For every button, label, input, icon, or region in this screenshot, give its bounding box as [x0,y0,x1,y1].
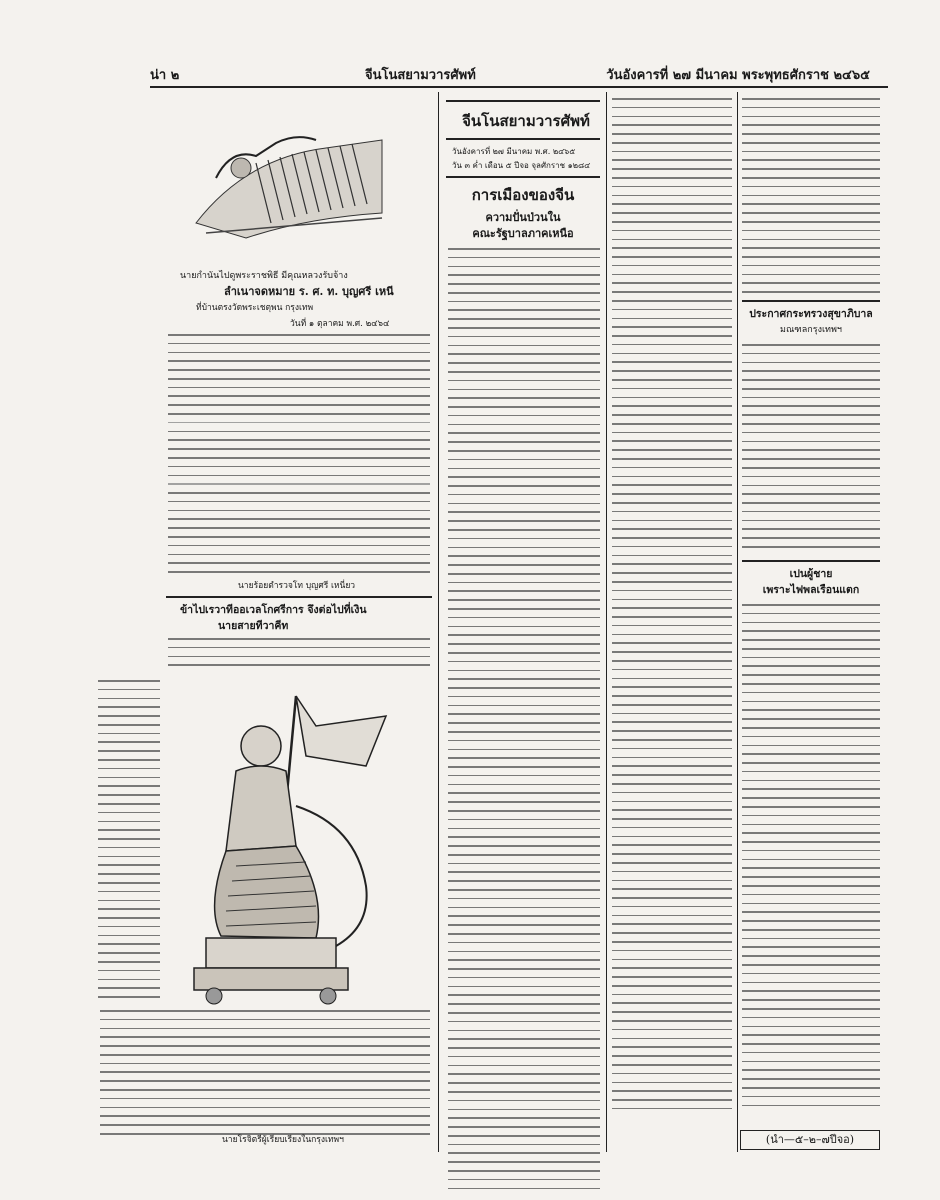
masthead-rule [446,138,600,140]
page-number: น่า ๒ [150,68,180,83]
letter-date: วันที่ ๑ ตุลาคม พ.ศ. ๒๔๖๔ [290,319,390,329]
section-rule [742,560,880,562]
announcement-title: ประกาศกระทรวงสุขาภิบาล [749,308,873,320]
section-rule [742,300,880,302]
masthead-lunar-date: วัน ๓ ค่ำ เดือน ๕ ปีจอ จุลศักราช ๑๒๘๔ [452,161,591,170]
column-divider [438,92,439,1152]
announcement-subtitle: มณฑลกรุงเทพฯ [780,325,842,335]
section-title: ข้าไปเรวาทีออเวลโกศรีการ จึงต่อไปที่เงิน [180,604,367,616]
politics-headline: การเมืองของจีน [471,186,575,204]
bottom-text-lines [100,1010,430,1142]
cart-illustration [186,118,392,250]
column-divider [606,92,607,1152]
masthead-date: วันอังคารที่ ๒๗ มีนาคม พ.ศ. ๒๔๖๕ [452,147,576,156]
politics-text-lines [448,248,600,1196]
column-divider [737,92,738,1152]
body-text-lines [168,334,430,580]
page-header [150,62,870,84]
ad-headline: เปนผู้ชาย [789,568,833,580]
author-address: ที่บ้านตรงวัดพระเชตุพน กรุงเทพ [196,303,314,313]
letter-signature: นายร้อยตำรวจโท บุญศรี เหนี่ยว [238,581,356,591]
article-text-lines [612,98,732,1117]
right-text-lines [742,98,880,300]
section-text-lines [168,638,430,673]
paper-name: จีนโนสยามวารศัพท์ [365,68,476,83]
section-subtitle: นายสายทีวาคีท [218,620,289,632]
issue-stamp: (นำ—๕–๒–๗ปีจอ) [740,1130,880,1150]
footer-line: นายโรจิตรีผู้เรียบเรียงในกรุงเทพฯ [222,1135,344,1145]
author-line: ลำเนาจดหมาย ร. ศ. ท. บุญศรี เหนี [224,285,394,298]
politics-subhead: คณะรัฐบาลภาคเหนือ [472,227,574,240]
ad-subheadline: เพราะไฟพลเรือนแตก [762,584,860,596]
masthead-rule [446,176,600,178]
cartoon-illustration [166,676,430,1006]
masthead-title: จีนโนสยามวารศัพท์ [462,112,590,130]
ad-text-lines [742,604,880,1113]
caption-line: นายกำนันไปดูพระราชพิธี มีคุณหลวงรับจ้าง [180,271,348,281]
politics-subhead: ความปั่นป่วนใน [485,211,561,224]
section-rule [166,596,432,598]
announcement-text-lines [742,344,880,555]
header-rule [150,86,888,88]
issue-date: วันอังคารที่ ๒๗ มีนาคม พระพุทธศักราช ๒๔๖๕ [606,68,870,83]
side-text-lines [98,680,160,1005]
masthead-rule [446,100,600,102]
